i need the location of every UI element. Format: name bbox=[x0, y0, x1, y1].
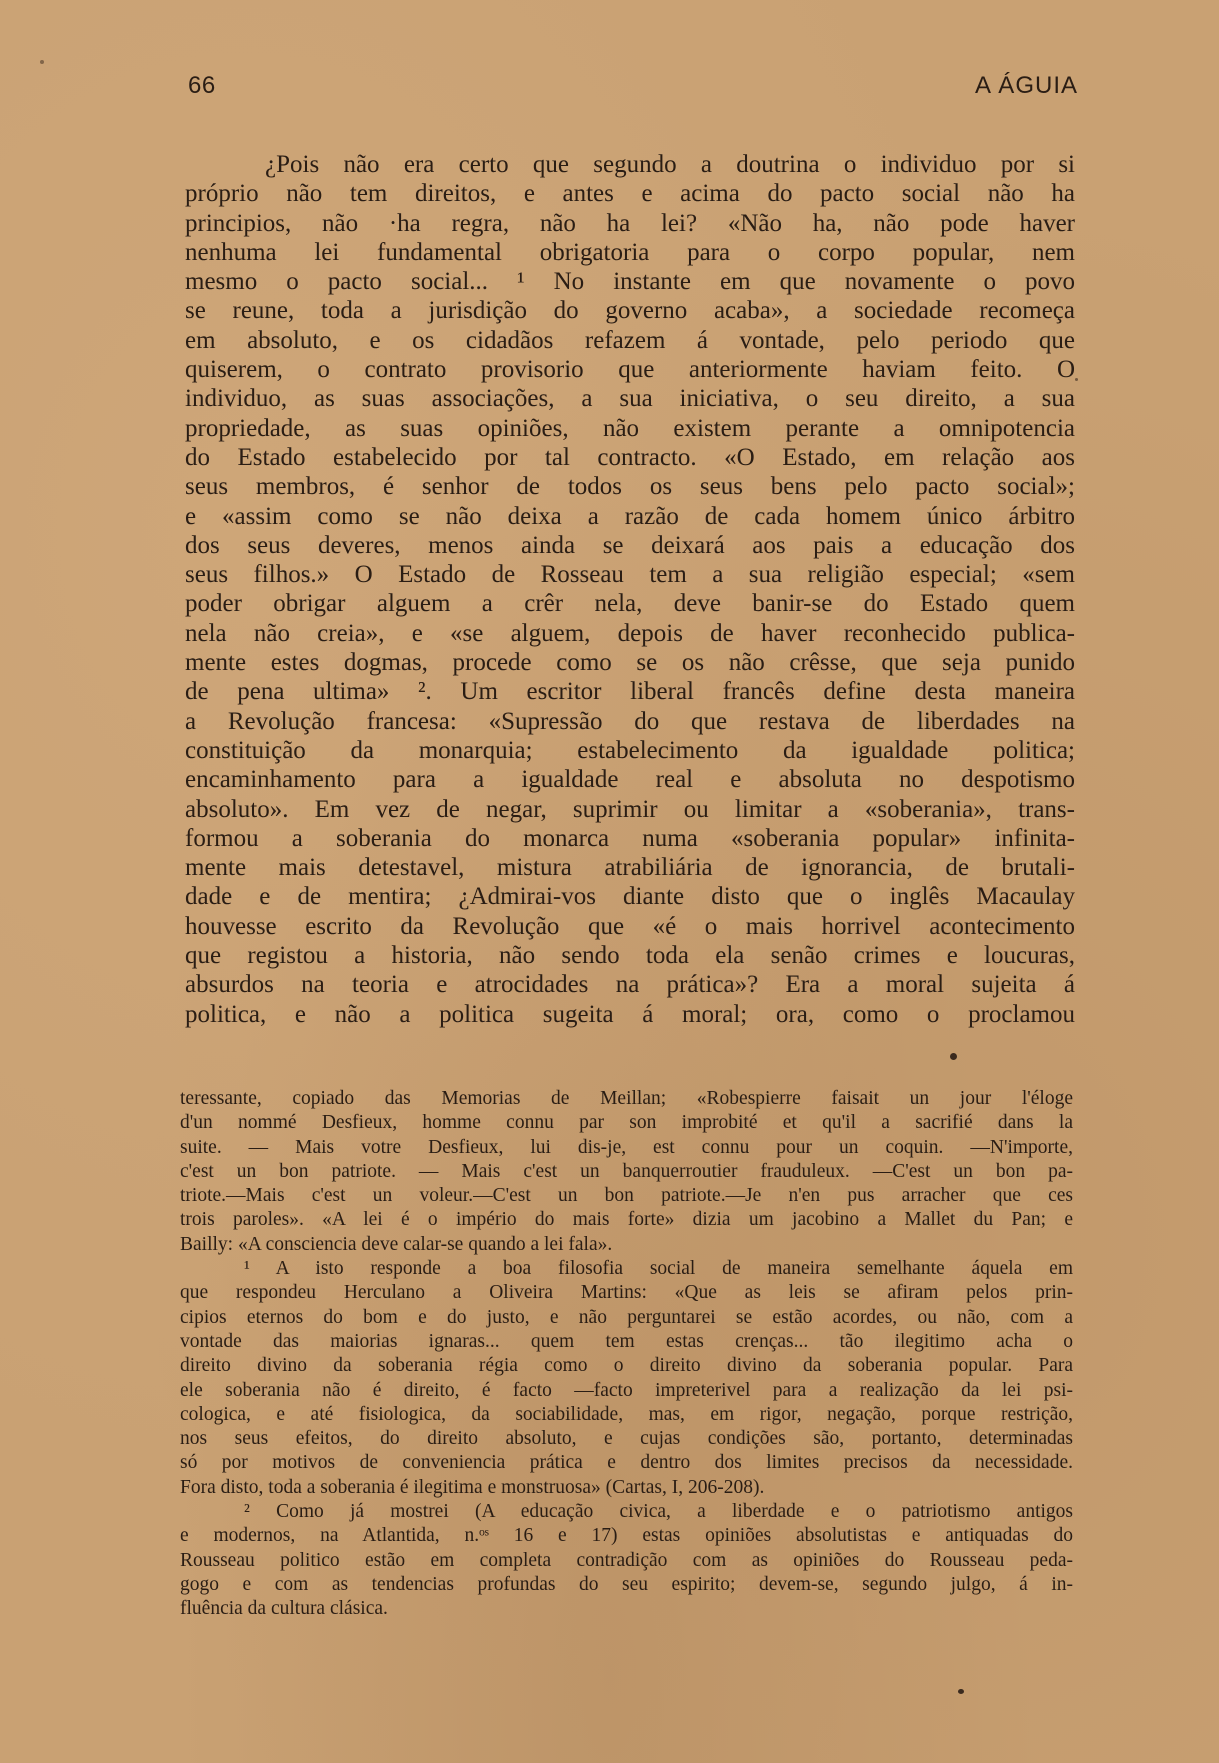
footnote-line: fluência da cultura clásica. bbox=[180, 1598, 388, 1620]
text-line: dos seus deveres, menos ainda se deixará aos pais a educação dos bbox=[185, 531, 1075, 559]
text-line: houvesse escrito da Revolução que «é o mais horrivel acontecimento bbox=[185, 912, 1075, 940]
footnote-line: triote.—Mais c'est un voleur.—C'est un bon patriote.—Je n'en pus arracher que ces bbox=[180, 1185, 1073, 1207]
text-line: de pena ultima» ². Um escritor liberal francês define desta maneira bbox=[185, 678, 1075, 706]
footnote-line: suite. — Mais votre Desfieux, lui dis-je, est connu pour un coquin. —N'importe, bbox=[180, 1136, 1073, 1158]
text-line: dade e de mentira; ¿Admirai-vos diante disto que o inglês Macaulay bbox=[185, 883, 1075, 911]
page-number: 66 bbox=[188, 72, 216, 99]
text-line: quiserem, o contrato provisorio que anteriormente haviam feito. O bbox=[185, 356, 1075, 384]
footnote-line: cologica, e até fisiologica, da sociabilidade, mas, em rigor, negação, porque restrição, bbox=[180, 1403, 1073, 1425]
print-speck bbox=[40, 60, 44, 64]
text-line: poder obrigar alguem a crêr nela, deve banir-se do Estado quem bbox=[185, 590, 1075, 618]
text-line: que registou a historia, não sendo toda ela senão crimes e loucuras, bbox=[185, 942, 1075, 970]
page-header bbox=[188, 72, 1078, 108]
text-line: absoluto». Em vez de negar, suprimir ou limitar a «soberania», trans- bbox=[185, 795, 1075, 823]
main-text-block bbox=[185, 150, 1075, 1029]
print-speck bbox=[950, 1053, 957, 1060]
text-line: e «assim como se não deixa a razão de cada homem único árbitro bbox=[185, 502, 1075, 530]
footnote-line: vontade das maiorias ignaras... quem tem estas crenças... tão ilegitimo acha o bbox=[180, 1330, 1073, 1352]
text-line: politica, e não a politica sugeita á moral; ora, como o proclamou bbox=[185, 1000, 1075, 1028]
text-line: próprio não tem direitos, e antes e acima do pacto social não ha bbox=[185, 180, 1075, 208]
text-line: em absoluto, e os cidadãos refazem á vontade, pelo periodo que bbox=[185, 326, 1075, 354]
footnote-line: direito divino da soberania régia como o direito divino da soberania popular. Para bbox=[180, 1355, 1073, 1377]
text-line: nela não creia», e «se alguem, depois de haver reconhecido publica- bbox=[185, 619, 1075, 647]
text-line: a Revolução francesa: «Supressão do que restava de liberdades na bbox=[185, 707, 1075, 735]
footnote-line: Rousseau politico estão em completa contradição com as opiniões do Rousseau peda- bbox=[180, 1549, 1073, 1571]
text-line: ¿Pois não era certo que segundo a doutrina o individuo por si bbox=[265, 151, 1075, 178]
footnote-line: c'est un bon patriote. — Mais c'est un banquerroutier frauduleux. —C'est un bon pa- bbox=[180, 1160, 1073, 1182]
footnote-line: teressante, copiado das Memorias de Meillan; «Robespierre faisait un jour l'éloge bbox=[180, 1088, 1073, 1109]
text-line: seus filhos.» O Estado de Rosseau tem a sua religião especial; «sem bbox=[185, 561, 1075, 589]
footnote-line: trois paroles». «A lei é o império do mais forte» dizia um jacobino a Mallet du Pan; e bbox=[180, 1209, 1073, 1231]
text-line: mesmo o pacto social... ¹ No instante em que novamente o povo bbox=[185, 268, 1075, 296]
text-line: nenhuma lei fundamental obrigatoria para o corpo popular, nem bbox=[185, 238, 1075, 266]
text-line: seus membros, é senhor de todos os seus bens pelo pacto social»; bbox=[185, 473, 1075, 501]
footnote-line: ele soberania não é direito, é facto —facto impreterivel para a realização da lei psi- bbox=[180, 1379, 1073, 1401]
footnote-line: nos seus efeitos, do direito absoluto, e cujas condições são, portanto, determinadas bbox=[180, 1428, 1073, 1450]
text-line: mente mais detestavel, mistura atrabiliária de ignorancia, de brutali- bbox=[185, 854, 1075, 882]
text-line: constituição da monarquia; estabelecimento da igualdade politica; bbox=[185, 736, 1075, 764]
footnote-line: que respondeu Herculano a Oliveira Martins: «Que as leis se afiram pelos prin- bbox=[180, 1282, 1073, 1304]
footnote-line: gogo e com as tendencias profundas do seu espirito; devem-se, segundo julgo, á in- bbox=[180, 1573, 1073, 1595]
text-line: absurdos na teoria e atrocidades na prática»? Era a moral sujeita á bbox=[185, 971, 1075, 999]
footnote-line: só por motivos de conveniencia prática e dentro dos limites precisos da necessidade. bbox=[180, 1452, 1073, 1474]
footnote-line: cipios eternos do bom e do justo, e não perguntarei se estão acordes, ou não, com a bbox=[180, 1306, 1073, 1328]
footnote-line: e modernos, na Atlantida, n.ᵒˢ 16 e 17) estas opiniões absolutistas e antiquadas do bbox=[180, 1525, 1073, 1547]
footnote-line: Bailly: «A consciencia deve calar-se quando a lei fala». bbox=[180, 1233, 613, 1255]
print-speck bbox=[958, 1689, 964, 1694]
footnote-line: ² Como já mostrei (A educação civica, a liberdade e o patriotismo antigos bbox=[244, 1501, 1073, 1523]
text-line: do Estado estabelecido por tal contracto. «O Estado, em relação aos bbox=[185, 443, 1075, 471]
text-line: se reune, toda a jurisdição do governo acaba», a sociedade recomeça bbox=[185, 297, 1075, 325]
text-line: formou a soberania do monarca numa «soberania popular» infinita- bbox=[185, 824, 1075, 852]
running-title: A ÁGUIA bbox=[974, 72, 1078, 99]
text-line: mente estes dogmas, procede como se os não crêsse, que seja punido bbox=[185, 649, 1075, 677]
text-line: individuo, as suas associações, a sua iniciativa, o seu direito, a sua bbox=[185, 385, 1075, 413]
footnote-line: Fora disto, toda a soberania é ilegitima e monstruosa» (Cartas, I, 206-208). bbox=[180, 1476, 765, 1498]
text-line: encaminhamento para a igualdade real e absoluta no despotismo bbox=[185, 766, 1075, 794]
text-line: principios, não ·ha regra, não ha lei? «Não ha, não pode haver bbox=[185, 209, 1075, 237]
footnotes-block bbox=[180, 1087, 1073, 1622]
print-speck bbox=[1075, 378, 1078, 381]
footnote-line: ¹ A isto responde a boa filosofia social de maneira semelhante áquela em bbox=[244, 1258, 1073, 1280]
footnote-line: d'un nommé Desfieux, homme connu par son improbité et qu'il a sacrifié dans la bbox=[180, 1112, 1073, 1134]
text-line: propriedade, as suas opiniões, não existem perante a omnipotencia bbox=[185, 414, 1075, 442]
